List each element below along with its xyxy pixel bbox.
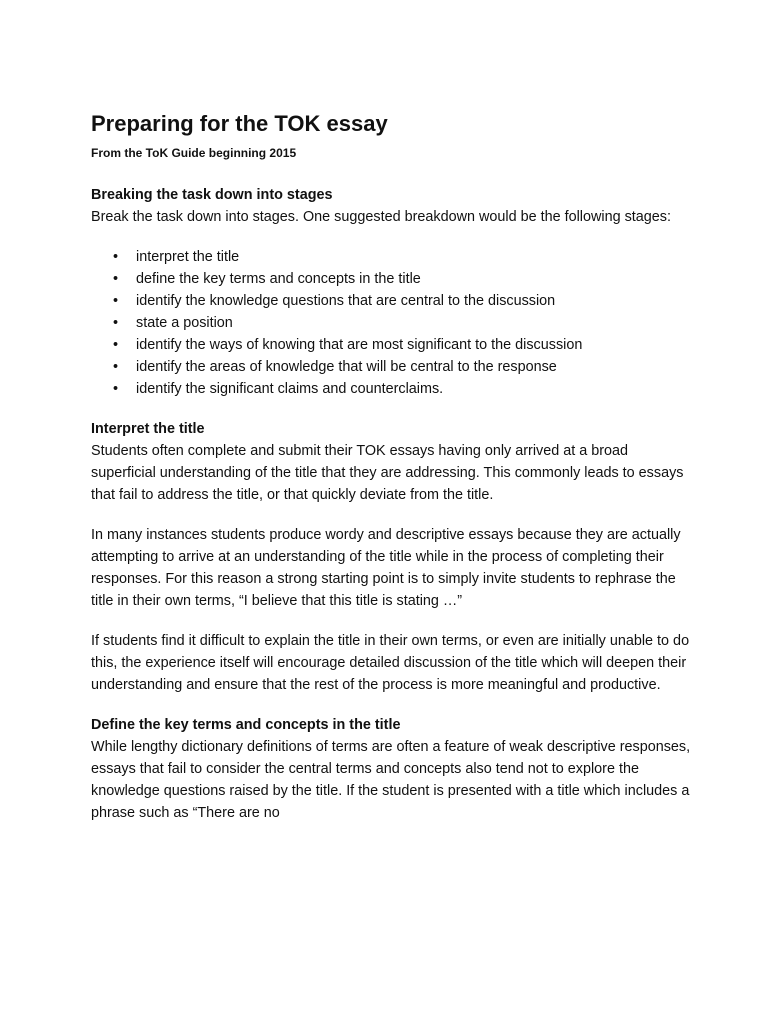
section-breaking-task <box>91 184 691 400</box>
document-page <box>91 0 691 1024</box>
section-paragraph: Break the task down into stages. One suggested breakdown would be the following stages: <box>91 209 671 225</box>
bullet-icon: • <box>113 315 119 331</box>
list-item-text: identify the significant claims and counterclaims. <box>136 381 444 397</box>
list-item-text: identify the areas of knowledge that will be central to the response <box>136 359 557 375</box>
section-paragraph: While lengthy dictionary definitions of terms are often a feature of weak descriptive responses, essays that fail to consider the central terms and concepts also tend not to explore the knowledge questions raised by the title. If the student is presented with a title which includes a phrase such as “There are no <box>91 739 691 821</box>
bullet-icon: • <box>113 293 119 309</box>
section-paragraph: Students often complete and submit their TOK essays having only arrived at a broad superficial understanding of the title that they are addressing. This commonly leads to essays that fail to address the title, or that quickly deviate from the title. <box>91 443 684 503</box>
section-heading: Interpret the title <box>91 421 205 437</box>
list-item <box>113 312 691 334</box>
bullet-icon: • <box>113 359 119 375</box>
list-item <box>113 246 691 268</box>
list-item <box>113 334 691 356</box>
bullet-icon: • <box>113 381 119 397</box>
list-item-text: identify the knowledge questions that are central to the discussion <box>136 293 556 309</box>
section-define-terms <box>91 714 691 824</box>
list-item-text: identify the ways of knowing that are most significant to the discussion <box>136 337 583 353</box>
bullet-icon: • <box>113 337 119 353</box>
bullet-icon: • <box>113 249 119 265</box>
document-body <box>91 184 691 842</box>
section-paragraph: If students find it difficult to explain the title in their own terms, or even are initially unable to do this, the experience itself will encourage detailed discussion of the title which will deepen their understanding and ensure that the rest of the process is more meaningful and productive. <box>91 633 690 693</box>
list-item <box>113 268 691 290</box>
document-title: Preparing for the TOK essay <box>91 111 388 136</box>
section-heading: Define the key terms and concepts in the title <box>91 717 401 733</box>
list-item <box>113 378 691 400</box>
list-item-text: state a position <box>136 315 233 331</box>
stages-list <box>91 246 691 400</box>
list-item <box>113 290 691 312</box>
section-heading: Breaking the task down into stages <box>91 187 333 203</box>
section-interpret-title <box>91 418 691 696</box>
list-item-text: interpret the title <box>136 249 240 265</box>
document-subtitle: From the ToK Guide beginning 2015 <box>91 146 297 160</box>
section-paragraph: In many instances students produce wordy and descriptive essays because they are actually attempting to arrive at an understanding of the title while in the process of completing their responses. For this reason a strong starting point is to simply invite students to rephrase the title in their own terms, “I believe that this title is stating …” <box>91 527 681 609</box>
list-item <box>113 356 691 378</box>
list-item-text: define the key terms and concepts in the title <box>136 271 421 287</box>
bullet-icon: • <box>113 271 119 287</box>
